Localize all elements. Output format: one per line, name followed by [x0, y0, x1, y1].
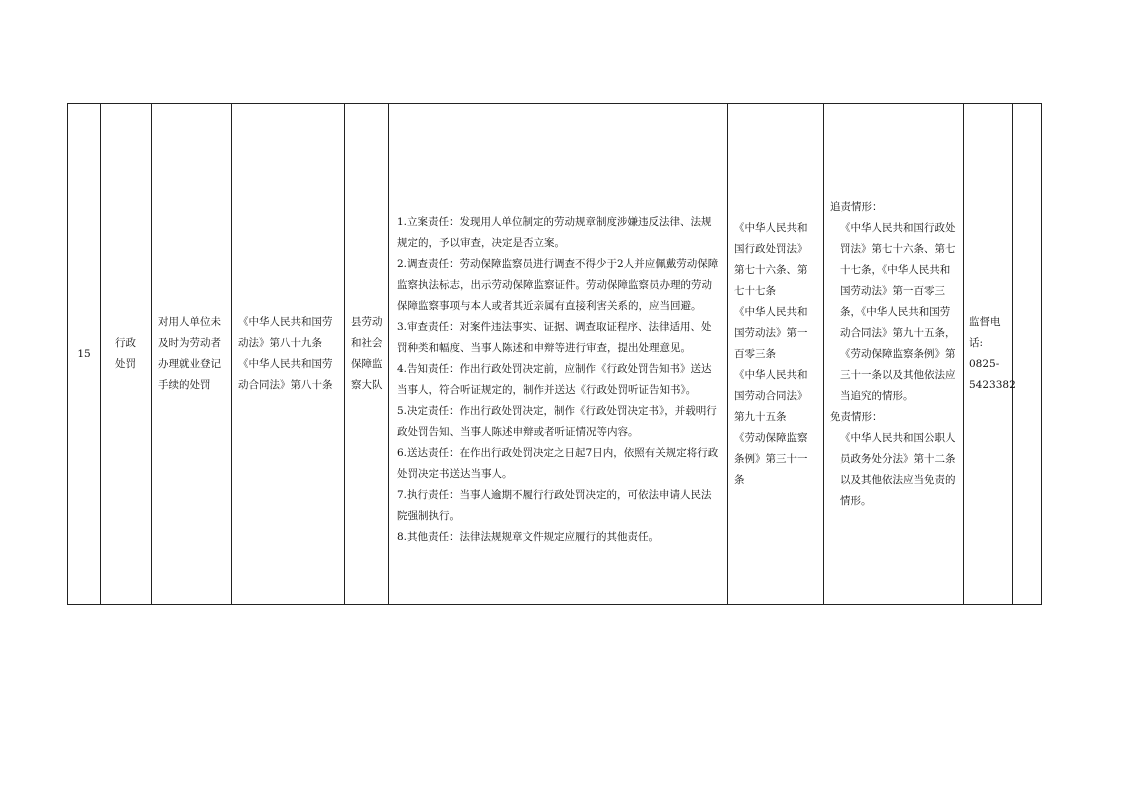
responsibility-item: 2.调查责任：劳动保障监察员进行调查不得少于2人并应佩戴劳动保障监察执法标志，出示劳动保障监察证件。劳动保障监察员办理的劳动保障监察事项与本人或者其近亲属有直接利害关系的，应当回避。 — [397, 258, 719, 312]
contact-label: 监督电话: — [969, 316, 1001, 349]
responsibility-item: 1.立案责任：发现用人单位制定的劳动规章制度涉嫌违反法律、法规规定的，予以审查，决定是否立案。 — [397, 216, 712, 249]
phone-number: 5423382 — [969, 379, 1016, 391]
power-type: 行政处罚 — [115, 337, 136, 370]
table-row — [68, 104, 1042, 605]
responsibility-basis-item: 《中华人民共和国行政处罚法》第七十六条、第七十七条 — [734, 221, 808, 297]
item-name: 对用人单位未及时为劳动者办理就业登记手续的处罚 — [158, 316, 221, 391]
pursue-title: 追责情形： — [830, 200, 883, 213]
responsibility-basis-item: 《中华人民共和国劳动合同法》第九十五条 — [734, 368, 808, 423]
responsibility-item: 5.决定责任：作出行政处罚决定，制作《行政处罚决定书》，并载明行政处罚告知、当事人陈述申辩或者听证情况等内容。 — [397, 405, 717, 438]
remarks-cell — [1013, 104, 1042, 605]
responsibility-basis-cell — [728, 104, 824, 605]
row-number-cell — [68, 104, 101, 605]
pursue-text: 《中华人民共和国行政处罚法》第七十六条、第七十七条，《中华人民共和国劳动法》第一百零三条，《中华人民共和国劳动合同法》第九十五条，《劳动保障监察条例》第三十一条以及其他依法应当追究的情形。 — [840, 221, 956, 402]
exempt-title: 免责情形： — [830, 410, 883, 423]
exempt-text: 《中华人民共和国公职人员政务处分法》第十二条以及其他依法应当免责的情形。 — [840, 431, 956, 507]
legal-basis-item: 《中华人民共和国劳动合同法》第八十条 — [238, 358, 333, 391]
department-cell — [345, 104, 389, 605]
accountability-cell — [824, 104, 964, 605]
responsibility-basis-item: 《中华人民共和国劳动法》第一百零三条 — [734, 305, 808, 360]
responsibility-item: 6.送达责任：在作出行政处罚决定之日起7日内，依照有关规定将行政处罚决定书送达当事人。 — [397, 447, 719, 480]
power-type-cell — [101, 104, 152, 605]
responsibilities-cell — [389, 104, 728, 605]
legal-basis-item: 《中华人民共和国劳动法》第八十九条 — [238, 316, 333, 349]
responsibility-item: 8.其他责任：法律法规规章文件规定应履行的其他责任。 — [397, 531, 660, 543]
responsibility-basis-item: 《劳动保障监察条例》第三十一条 — [734, 431, 808, 486]
legal-basis-cell — [232, 104, 345, 605]
department: 县劳动和社会保障监察大队 — [351, 316, 383, 391]
phone-area: 0825- — [969, 358, 1000, 370]
responsibility-item: 4.告知责任：作出行政处罚决定前，应制作《行政处罚告知书》送达当事人，符合听证规定的，制作并送达《行政处罚听证告知书》。 — [397, 363, 712, 396]
responsibility-item: 7.执行责任：当事人逾期不履行行政处罚决定的，可依法申请人民法院强制执行。 — [397, 489, 712, 522]
contact-cell — [964, 104, 1016, 605]
power-list-table — [67, 103, 1042, 605]
item-name-cell — [152, 104, 232, 605]
row-number: 15 — [77, 347, 91, 360]
responsibility-item: 3.审查责任：对案件违法事实、证据、调查取证程序、法律适用、处罚种类和幅度、当事人陈述和申辩等进行审查，提出处理意见。 — [397, 321, 712, 354]
